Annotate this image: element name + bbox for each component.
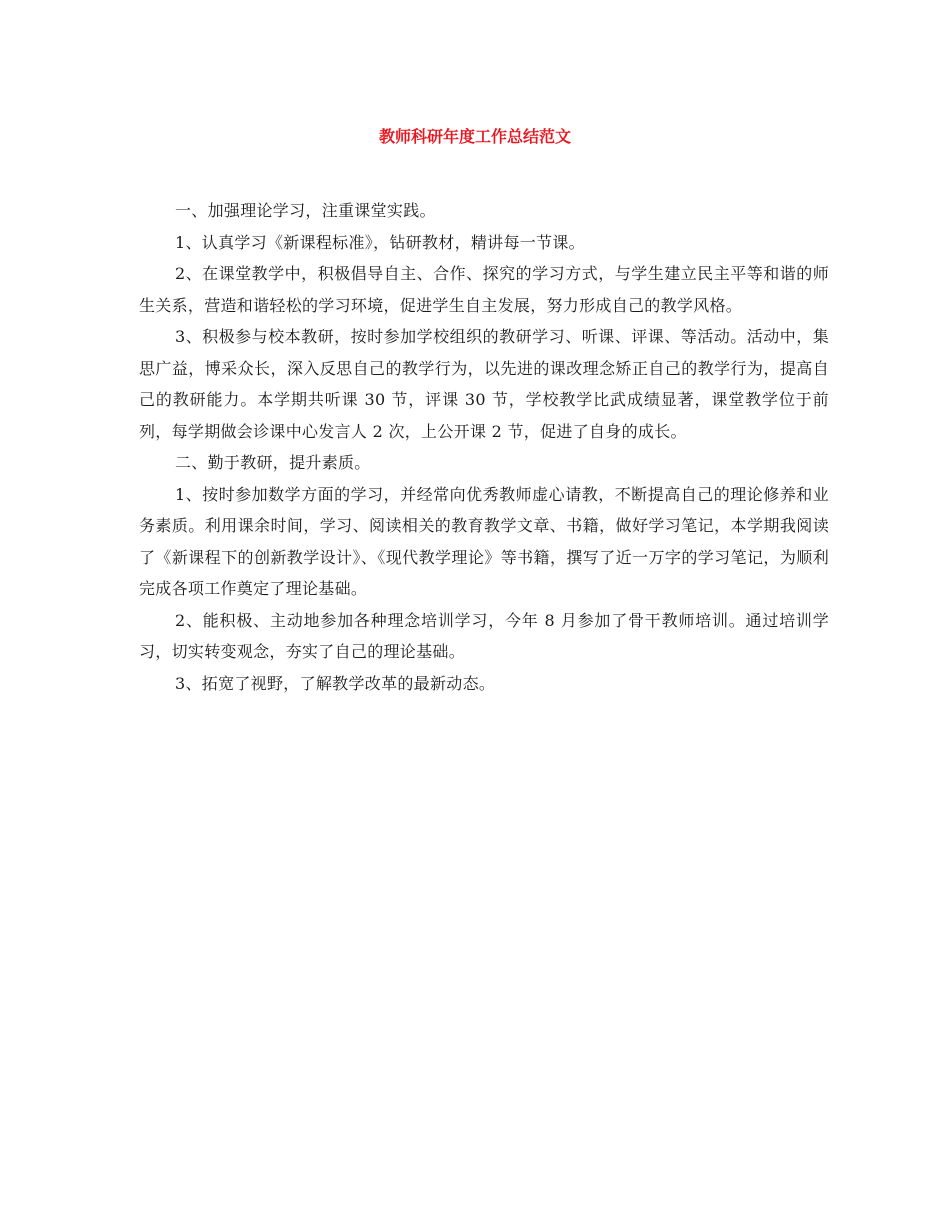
paragraph: 1、认真学习《新课程标准》，钻研教材，精讲每一节课。 [175, 232, 585, 252]
paragraph: 3、拓宽了视野，了解教学改革的最新动态。 [175, 673, 496, 693]
paragraph: 3、积极参与校本教研，按时参加学校组织的教研学习、听课、评课、等活动。活动中，集思广益，博采众长，深入反思自己的教学行为，以先进的课改理念矫正自己的教学行为，提高自己的教研能力。本学期共听课 30 节，评课 30 节，学校教学比武成绩显著，课堂教学位于前列，每学期做会诊课中心发言人 2 次，上公开课 2 节，促进了自身的成长。 [139, 327, 829, 441]
paragraph: 1、按时参加数学方面的学习，并经常向优秀教师虚心请教，不断提高自己的理论修养和业务素质。利用课余时间，学习、阅读相关的教育教学文章、书籍，做好学习笔记，本学期我阅读了《新课程下的创新教学设计》、《现代教学理论》等书籍，撰写了近一万字的学习笔记，为顺利完成各项工作奠定了理论基础。 [139, 484, 829, 598]
section-heading-1: 一、加强理论学习，注重课堂实践。 [175, 201, 436, 220]
document-title: 教师科研年度工作总结范文 [378, 127, 571, 146]
paragraph: 2、能积极、主动地参加各种理念培训学习，今年 8 月参加了骨干教师培训。通过培训学习，切实转变观念，夯实了自己的理论基础。 [139, 610, 829, 661]
document-body [139, 195, 829, 699]
section-heading-2: 二、勤于教研，提升素质。 [175, 453, 371, 472]
paragraph: 2、在课堂教学中，积极倡导自主、合作、探究的学习方式，与学生建立民主平等和谐的师生关系，营造和谐轻松的学习环境，促进学生自主发展，努力形成自己的教学风格。 [139, 264, 829, 315]
